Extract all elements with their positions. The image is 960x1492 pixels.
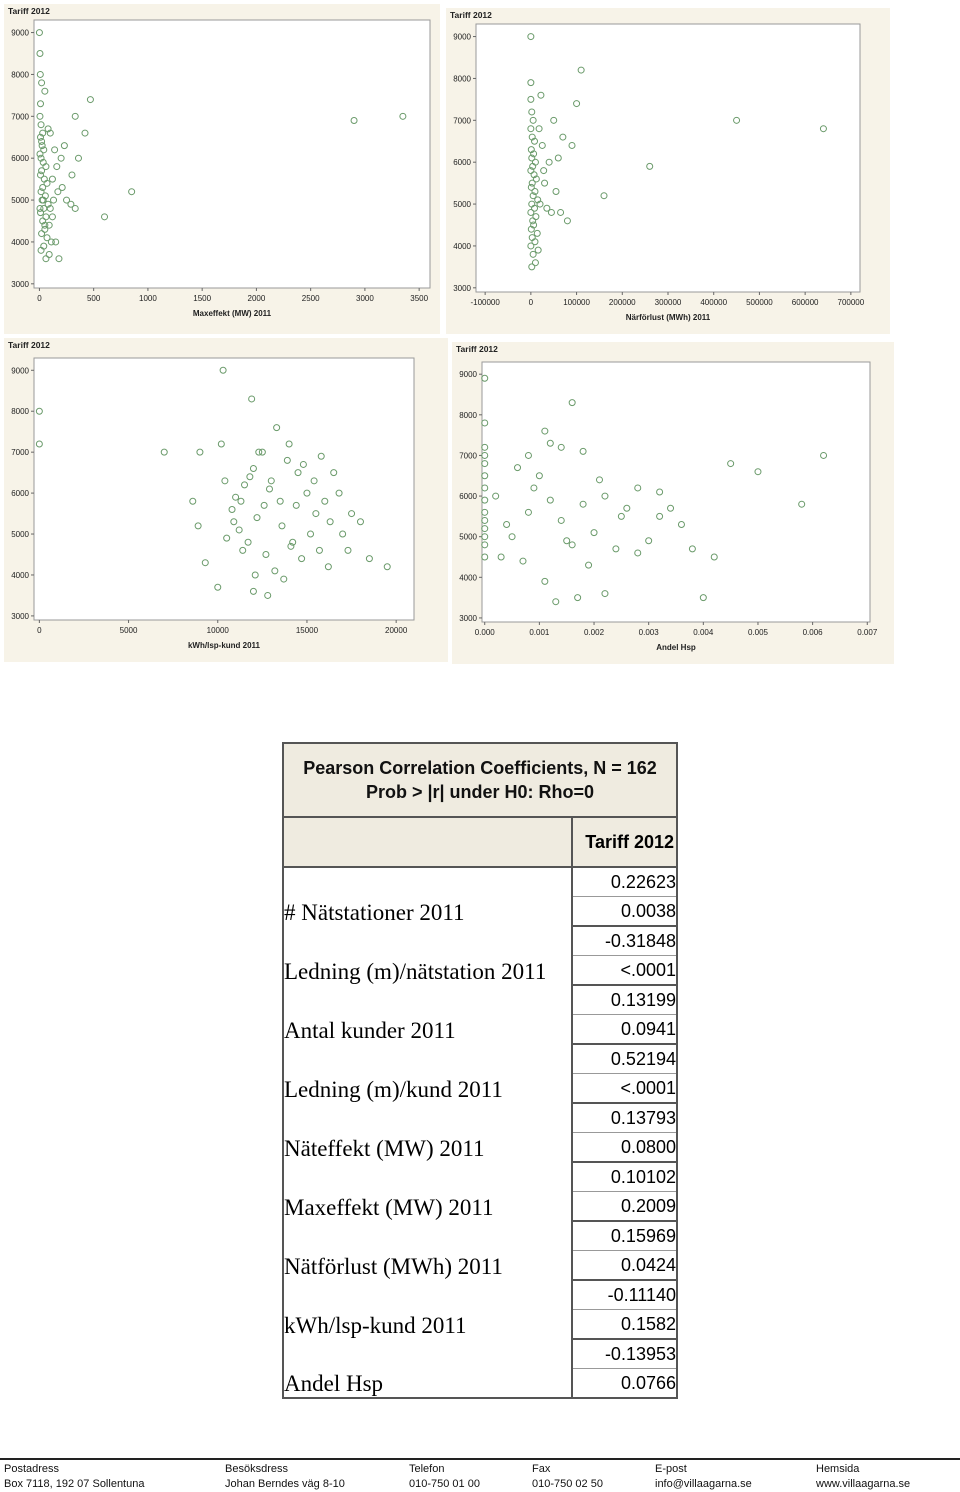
table-row [283, 1103, 677, 1133]
scatter-panel-natforlust [446, 8, 890, 334]
scatter-plot [4, 338, 448, 662]
y-tick-label: 7000 [453, 116, 471, 126]
x-tick-label: 300000 [654, 298, 682, 307]
x-tick-label: 1000 [139, 294, 157, 303]
footer-column [655, 1462, 752, 1492]
y-tick-label: 7000 [459, 451, 477, 461]
y-tick-label: 4000 [459, 573, 477, 583]
y-tick-label: 6000 [453, 158, 471, 168]
table-row [283, 1339, 677, 1369]
table-row [283, 1044, 677, 1074]
x-tick-label: 2500 [301, 294, 320, 303]
y-tick-label: 8000 [11, 70, 29, 80]
p-value: 0.0424 [572, 1251, 677, 1281]
plot-area [34, 20, 430, 288]
correlation-value: 0.10102 [572, 1162, 677, 1192]
x-axis-label: kWh/lsp-kund 2011 [187, 641, 261, 650]
scatter-panel-kwh [4, 338, 448, 662]
x-tick-label: 0.000 [474, 628, 495, 637]
x-tick-label: -100000 [470, 298, 500, 307]
x-tick-label: 0.002 [584, 628, 605, 637]
correlation-value: -0.11140 [572, 1280, 677, 1310]
y-axis-title: Tariff 2012 [456, 344, 498, 354]
y-axis-title: Tariff 2012 [450, 10, 492, 20]
y-tick-label: 7000 [11, 112, 29, 122]
y-tick-label: 7000 [11, 448, 29, 458]
footer-value[interactable]: info@villaagarna.se [655, 1478, 752, 1490]
y-tick-label: 8000 [11, 407, 29, 417]
correlation-value: 0.13793 [572, 1103, 677, 1133]
footer-column [409, 1462, 480, 1492]
footer-title: Hemsida [816, 1463, 860, 1475]
scatter-panel-andel-hsp [452, 342, 894, 664]
x-tick-label: 0.001 [529, 628, 550, 637]
y-tick-label: 3000 [459, 613, 477, 623]
footer-title: E-post [655, 1463, 687, 1475]
y-tick-label: 9000 [453, 32, 471, 42]
row-label: # Nätstationer 2011 [283, 867, 572, 926]
plot-area [482, 362, 870, 622]
scatter-plot [446, 8, 890, 334]
y-tick-label: 6000 [11, 489, 29, 499]
x-tick-label: 100000 [563, 298, 590, 307]
x-tick-label: 3500 [410, 294, 429, 303]
plot-area [34, 358, 414, 620]
p-value: 0.0800 [572, 1133, 677, 1163]
y-axis-title: Tariff 2012 [8, 340, 50, 350]
table-header: Pearson Correlation Coefficients, N = 162 Prob > |r| under H0: Rho=0 [283, 743, 677, 817]
page-footer [0, 1458, 960, 1490]
column-header-tariff: Tariff 2012 [572, 817, 677, 867]
y-tick-label: 3000 [11, 611, 29, 621]
y-axis-title: Tariff 2012 [8, 6, 50, 16]
x-tick-label: 5000 [119, 626, 138, 635]
y-tick-label: 8000 [453, 74, 471, 84]
p-value: <.0001 [572, 956, 677, 986]
row-label: kWh/lsp-kund 2011 [283, 1280, 572, 1339]
footer-value: 010-750 01 00 [409, 1478, 480, 1490]
table-row [283, 926, 677, 956]
correlation-value: 0.22623 [572, 867, 677, 897]
y-tick-label: 5000 [453, 200, 471, 210]
scatter-plot [452, 342, 894, 664]
scatter-panel-maxeffekt [4, 4, 440, 334]
y-tick-label: 3000 [11, 279, 29, 289]
p-value: 0.0038 [572, 897, 677, 927]
correlation-table [282, 742, 678, 1399]
footer-title: Fax [532, 1463, 551, 1475]
x-tick-label: 0.005 [747, 628, 768, 637]
table-row [283, 1221, 677, 1251]
footer-column [816, 1462, 910, 1492]
p-value: 0.1582 [572, 1310, 677, 1340]
footer-title: Telefon [409, 1463, 445, 1475]
y-tick-label: 4000 [11, 570, 29, 580]
y-tick-label: 5000 [459, 532, 477, 542]
correlation-value: 0.52194 [572, 1044, 677, 1074]
x-tick-label: 0.003 [638, 628, 659, 637]
y-tick-label: 4000 [453, 241, 471, 251]
x-tick-label: 20000 [385, 626, 408, 635]
y-tick-label: 4000 [11, 237, 29, 247]
footer-title: Besöksdress [225, 1463, 288, 1475]
x-axis-label: Maxeffekt (MW) 2011 [192, 309, 272, 318]
row-label: Andel Hsp [283, 1339, 572, 1398]
y-tick-label: 9000 [11, 28, 29, 38]
row-label: Maxeffekt (MW) 2011 [283, 1162, 572, 1221]
p-value: 0.0766 [572, 1369, 677, 1399]
x-tick-label: 3000 [356, 294, 374, 303]
correlation-value: 0.13199 [572, 985, 677, 1015]
table-row [283, 1280, 677, 1310]
x-tick-label: 15000 [295, 626, 319, 635]
correlation-value: -0.31848 [572, 926, 677, 956]
p-value: <.0001 [572, 1074, 677, 1104]
x-axis-label: Närförlust (MWh) 2011 [625, 313, 711, 322]
table-corner [283, 817, 572, 867]
row-label: Näteffekt (MW) 2011 [283, 1103, 572, 1162]
y-tick-label: 5000 [11, 530, 29, 540]
scatter-plot [4, 4, 440, 334]
p-value: 0.2009 [572, 1192, 677, 1222]
footer-title: Postadress [4, 1463, 60, 1475]
row-label: Ledning (m)/kund 2011 [283, 1044, 572, 1103]
x-tick-label: 400000 [700, 298, 728, 307]
footer-column [532, 1462, 603, 1492]
x-tick-label: 500000 [746, 298, 773, 307]
p-value: 0.0941 [572, 1015, 677, 1045]
footer-column [225, 1462, 345, 1492]
footer-value: Johan Berndes väg 8-10 [225, 1478, 345, 1490]
table-row [283, 1162, 677, 1192]
x-tick-label: 1500 [193, 294, 212, 303]
footer-value[interactable]: www.villaagarna.se [816, 1478, 911, 1490]
y-tick-label: 3000 [453, 283, 471, 293]
table-row [283, 985, 677, 1015]
x-tick-label: 0.007 [857, 628, 878, 637]
x-tick-label: 2000 [247, 294, 266, 303]
y-tick-label: 9000 [11, 366, 29, 376]
row-label: Antal kunder 2011 [283, 985, 572, 1044]
footer-value: 010-750 02 50 [532, 1478, 603, 1490]
y-tick-label: 6000 [11, 154, 29, 164]
correlation-value: -0.13953 [572, 1339, 677, 1369]
y-tick-label: 6000 [459, 492, 477, 502]
x-tick-label: 500 [86, 294, 101, 303]
x-axis-label: Andel Hsp [656, 643, 696, 652]
footer-column [4, 1462, 144, 1492]
x-tick-label: 600000 [791, 298, 819, 307]
correlation-value: 0.15969 [572, 1221, 677, 1251]
y-tick-label: 5000 [11, 196, 29, 206]
x-tick-label: 200000 [608, 298, 636, 307]
x-tick-label: 0 [37, 626, 42, 635]
x-tick-label: 0.004 [693, 628, 714, 637]
row-label: Nätförlust (MWh) 2011 [283, 1221, 572, 1280]
y-tick-label: 9000 [459, 370, 477, 380]
x-tick-label: 700000 [837, 298, 865, 307]
y-tick-label: 8000 [459, 410, 477, 420]
table-row [283, 867, 677, 897]
x-tick-label: 0.006 [802, 628, 823, 637]
x-tick-label: 0 [528, 298, 534, 307]
footer-value: Box 7118, 192 07 Sollentuna [4, 1478, 145, 1490]
row-label: Ledning (m)/nätstation 2011 [283, 926, 572, 985]
x-tick-label: 10000 [206, 626, 229, 635]
x-tick-label: 0 [37, 294, 42, 303]
